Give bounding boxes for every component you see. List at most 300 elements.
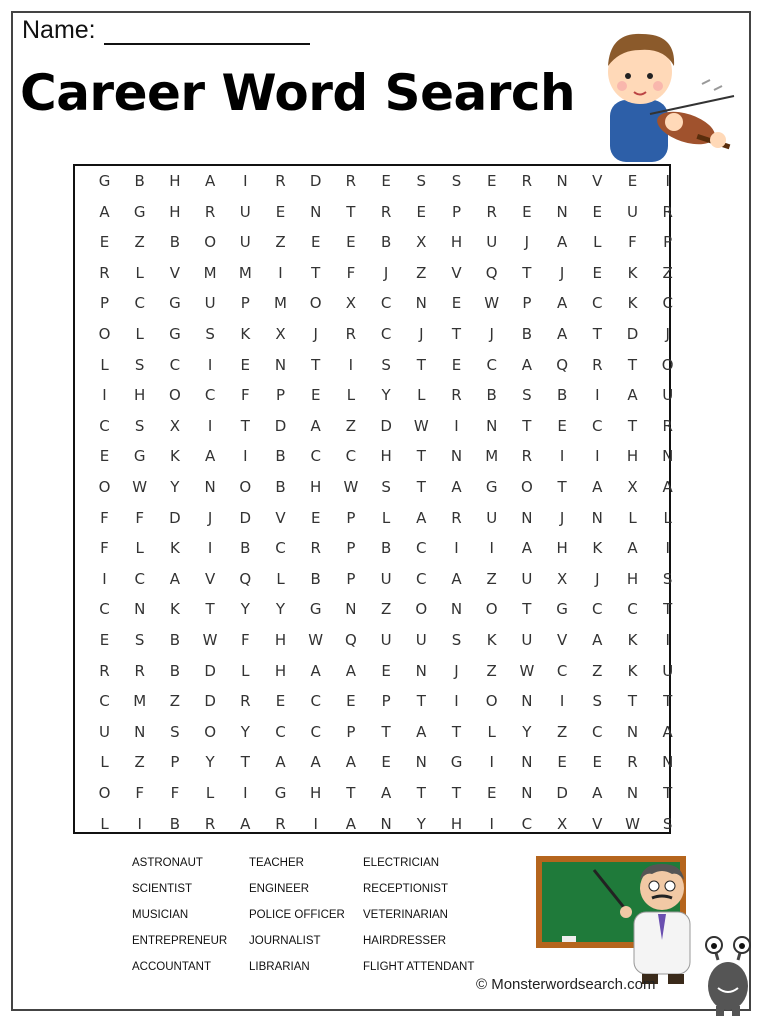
grid-letter[interactable]: B (380, 233, 392, 252)
grid-letter[interactable]: K (169, 447, 180, 466)
grid-letter[interactable]: K (592, 539, 603, 558)
grid-letter[interactable]: R (345, 325, 357, 343)
grid-letter[interactable]: W (343, 478, 359, 496)
grid-letter[interactable]: B (169, 631, 181, 649)
grid-letter[interactable]: T (240, 416, 250, 435)
grid-letter[interactable]: Z (380, 600, 392, 619)
grid-letter[interactable]: D (380, 416, 392, 435)
grid-letter[interactable]: O (204, 233, 216, 252)
grid-letter[interactable]: S (381, 355, 391, 374)
grid-letter[interactable]: F (100, 539, 109, 558)
grid-letter[interactable]: Z (345, 416, 357, 435)
grid-letter[interactable]: T (205, 600, 215, 619)
grid-letter[interactable]: I (278, 263, 283, 282)
grid-letter[interactable]: P (522, 294, 532, 313)
grid-letter[interactable]: A (592, 631, 603, 649)
grid-letter[interactable]: C (275, 539, 286, 558)
grid-letter[interactable]: P (346, 722, 356, 741)
grid-letter[interactable]: C (134, 569, 145, 588)
grid-letter[interactable]: X (169, 416, 181, 435)
grid-letter[interactable]: R (345, 172, 357, 190)
grid-letter[interactable]: L (663, 508, 672, 527)
grid-letter[interactable]: R (451, 386, 462, 405)
grid-letter[interactable]: N (662, 753, 674, 772)
grid-letter[interactable]: M (485, 447, 499, 466)
grid-letter[interactable]: G (169, 325, 181, 343)
grid-letter[interactable]: P (346, 539, 356, 558)
grid-letter[interactable]: I (454, 692, 459, 711)
grid-letter[interactable]: G (485, 478, 498, 496)
grid-letter[interactable]: A (310, 753, 321, 772)
grid-letter[interactable]: U (204, 294, 216, 313)
grid-letter[interactable]: U (99, 722, 110, 741)
grid-letter[interactable]: T (592, 325, 602, 343)
grid-letter[interactable]: U (486, 508, 498, 527)
grid-letter[interactable]: D (556, 784, 568, 802)
grid-letter[interactable]: A (556, 294, 568, 313)
grid-letter[interactable]: U (239, 202, 251, 221)
grid-letter[interactable]: N (274, 355, 287, 374)
grid-letter[interactable]: Y (240, 600, 250, 619)
grid-letter[interactable]: T (627, 355, 638, 374)
grid-letter[interactable]: E (592, 263, 603, 282)
grid-letter[interactable]: I (559, 692, 565, 711)
grid-letter[interactable]: R (627, 753, 638, 772)
grid-letter[interactable]: X (556, 569, 568, 588)
grid-letter[interactable]: Y (381, 386, 391, 405)
grid-letter[interactable]: D (204, 661, 216, 680)
grid-letter[interactable]: B (169, 814, 181, 833)
grid-letter[interactable]: C (592, 600, 603, 619)
grid-letter[interactable]: E (592, 753, 603, 772)
grid-letter[interactable]: K (627, 661, 638, 680)
grid-letter[interactable]: T (346, 784, 356, 802)
grid-letter[interactable]: T (311, 263, 321, 282)
grid-letter[interactable]: T (557, 478, 567, 496)
grid-letter[interactable]: R (275, 814, 286, 833)
grid-letter[interactable]: K (627, 631, 638, 649)
grid-letter[interactable]: K (486, 631, 497, 649)
grid-letter[interactable]: N (486, 416, 498, 435)
grid-letter[interactable]: L (381, 508, 391, 527)
grid-letter[interactable]: A (556, 233, 568, 252)
grid-letter[interactable]: M (133, 692, 147, 711)
grid-letter[interactable]: B (169, 233, 181, 252)
grid-letter[interactable]: E (275, 202, 286, 221)
grid-letter[interactable]: K (169, 600, 180, 619)
grid-letter[interactable]: H (450, 233, 463, 252)
grid-letter[interactable]: R (134, 661, 145, 680)
grid-letter[interactable]: M (203, 263, 217, 282)
grid-letter[interactable]: D (626, 325, 639, 343)
grid-letter[interactable]: S (662, 569, 673, 588)
grid-letter[interactable]: T (416, 692, 426, 711)
grid-letter[interactable]: C (592, 294, 603, 313)
grid-letter[interactable]: I (207, 355, 213, 374)
grid-letter[interactable]: L (241, 661, 250, 680)
grid-letter[interactable]: X (275, 325, 286, 343)
grid-letter[interactable]: V (556, 631, 568, 649)
grid-letter[interactable]: T (416, 447, 426, 466)
grid-letter[interactable]: Z (486, 661, 497, 680)
grid-letter[interactable]: L (135, 325, 144, 343)
grid-letter[interactable]: P (381, 692, 391, 711)
grid-letter[interactable]: F (135, 784, 144, 802)
grid-letter[interactable]: F (100, 508, 109, 527)
grid-letter[interactable]: J (207, 508, 213, 527)
grid-letter[interactable]: I (243, 172, 248, 190)
grid-letter[interactable]: W (308, 631, 324, 649)
grid-letter[interactable]: N (345, 600, 357, 619)
grid-letter[interactable]: C (380, 294, 392, 313)
grid-letter[interactable]: E (346, 692, 356, 711)
grid-letter[interactable]: N (310, 202, 322, 221)
grid-letter[interactable]: H (626, 569, 639, 588)
grid-letter[interactable]: G (133, 447, 146, 466)
grid-letter[interactable]: L (135, 539, 144, 558)
grid-letter[interactable]: J (489, 325, 494, 343)
grid-letter[interactable]: T (346, 202, 356, 221)
grid-letter[interactable]: N (626, 784, 639, 802)
grid-letter[interactable]: X (556, 814, 568, 833)
grid-letter[interactable]: E (416, 202, 427, 221)
grid-letter[interactable]: U (627, 202, 638, 221)
grid-letter[interactable]: N (591, 508, 603, 527)
grid-letter[interactable]: Y (240, 722, 250, 741)
grid-letter[interactable]: L (100, 753, 109, 772)
grid-letter[interactable]: I (313, 814, 318, 833)
grid-letter[interactable]: Z (275, 233, 286, 252)
grid-letter[interactable]: E (310, 386, 321, 405)
grid-letter[interactable]: T (627, 416, 638, 435)
grid-letter[interactable]: F (240, 386, 250, 405)
grid-letter[interactable]: F (240, 631, 250, 649)
grid-letter[interactable]: E (486, 172, 497, 190)
grid-letter[interactable]: O (98, 325, 111, 343)
grid-letter[interactable]: O (204, 722, 216, 741)
grid-letter[interactable]: W (625, 814, 640, 833)
grid-letter[interactable]: U (662, 386, 674, 405)
grid-letter[interactable]: L (487, 722, 496, 741)
grid-letter[interactable]: U (521, 569, 533, 588)
grid-letter[interactable]: D (239, 508, 252, 527)
grid-letter[interactable]: U (486, 233, 498, 252)
grid-letter[interactable]: I (665, 172, 670, 190)
grid-letter[interactable]: R (662, 416, 673, 435)
grid-letter[interactable]: O (239, 478, 252, 496)
grid-letter[interactable]: I (595, 447, 600, 466)
grid-letter[interactable]: T (416, 478, 426, 496)
grid-letter[interactable]: A (310, 416, 321, 435)
grid-letter[interactable]: C (486, 355, 497, 374)
grid-letter[interactable]: M (274, 294, 287, 313)
grid-letter[interactable]: H (274, 661, 287, 680)
grid-letter[interactable]: O (168, 386, 181, 405)
grid-letter[interactable]: S (662, 814, 673, 833)
grid-letter[interactable]: L (100, 814, 109, 833)
grid-letter[interactable]: J (383, 263, 389, 282)
grid-letter[interactable]: E (381, 661, 391, 680)
grid-letter[interactable]: X (345, 294, 357, 313)
grid-letter[interactable]: C (416, 539, 427, 558)
grid-letter[interactable]: W (484, 294, 500, 313)
grid-letter[interactable]: A (345, 814, 357, 833)
grid-letter[interactable]: E (627, 172, 638, 190)
grid-letter[interactable]: C (99, 692, 110, 711)
grid-letter[interactable]: S (592, 692, 603, 711)
grid-letter[interactable]: C (310, 447, 321, 466)
grid-letter[interactable]: T (522, 416, 532, 435)
grid-letter[interactable]: N (521, 784, 533, 802)
grid-letter[interactable]: E (310, 508, 321, 527)
grid-letter[interactable]: S (381, 478, 391, 496)
grid-letter[interactable]: V (592, 172, 603, 190)
grid-letter[interactable]: C (310, 692, 321, 711)
grid-letter[interactable]: I (454, 416, 459, 435)
grid-letter[interactable]: T (240, 753, 250, 772)
grid-letter[interactable]: X (627, 478, 638, 496)
grid-letter[interactable]: R (99, 263, 110, 282)
grid-letter[interactable]: C (416, 569, 427, 588)
grid-letter[interactable]: J (665, 325, 670, 343)
grid-letter[interactable]: E (486, 784, 497, 802)
grid-letter[interactable]: A (627, 539, 638, 558)
grid-letter[interactable]: V (451, 263, 462, 282)
grid-letter[interactable]: R (380, 202, 392, 221)
grid-letter[interactable]: R (521, 172, 533, 190)
grid-letter[interactable]: E (99, 233, 110, 252)
grid-letter[interactable]: N (556, 202, 568, 221)
grid-letter[interactable]: H (380, 447, 392, 466)
grid-letter[interactable]: I (243, 784, 248, 802)
grid-letter[interactable]: O (485, 600, 498, 619)
grid-letter[interactable]: A (627, 386, 638, 405)
grid-letter[interactable]: N (134, 600, 146, 619)
grid-letter[interactable]: Y (275, 600, 286, 619)
grid-letter[interactable]: J (559, 263, 565, 282)
grid-letter[interactable]: G (309, 600, 322, 619)
grid-letter[interactable]: C (380, 325, 392, 343)
grid-letter[interactable]: T (416, 355, 426, 374)
grid-letter[interactable]: Z (169, 692, 181, 711)
grid-letter[interactable]: B (275, 447, 286, 466)
grid-letter[interactable]: I (243, 447, 248, 466)
grid-letter[interactable]: J (524, 233, 530, 252)
grid-letter[interactable]: E (381, 753, 391, 772)
grid-letter[interactable]: S (170, 722, 180, 741)
grid-letter[interactable]: L (276, 569, 285, 588)
grid-letter[interactable]: I (454, 539, 459, 558)
grid-letter[interactable]: L (100, 355, 109, 374)
grid-letter[interactable]: L (346, 386, 356, 405)
grid-letter[interactable]: S (451, 172, 462, 190)
grid-letter[interactable]: R (204, 814, 216, 833)
grid-letter[interactable]: T (451, 722, 462, 741)
grid-letter[interactable]: I (489, 753, 494, 772)
grid-letter[interactable]: B (240, 539, 251, 558)
grid-letter[interactable]: J (559, 508, 565, 527)
grid-letter[interactable]: P (346, 569, 356, 588)
grid-letter[interactable]: S (451, 631, 462, 649)
grid-letter[interactable]: U (662, 661, 674, 680)
grid-letter[interactable]: T (381, 722, 391, 741)
grid-letter[interactable]: B (486, 386, 497, 405)
grid-letter[interactable]: K (627, 294, 638, 313)
grid-letter[interactable]: D (309, 172, 322, 190)
grid-letter[interactable]: E (310, 233, 321, 252)
grid-letter[interactable]: W (519, 661, 535, 680)
grid-letter[interactable]: E (99, 447, 110, 466)
name-blank-line[interactable] (104, 19, 310, 45)
grid-letter[interactable]: I (665, 631, 670, 649)
grid-letter[interactable]: E (240, 355, 251, 374)
grid-letter[interactable]: S (134, 416, 145, 435)
grid-letter[interactable]: T (522, 263, 532, 282)
grid-letter[interactable]: G (450, 753, 463, 772)
grid-letter[interactable]: I (207, 539, 213, 558)
grid-letter[interactable]: A (275, 753, 286, 772)
grid-letter[interactable]: I (595, 386, 600, 405)
grid-letter[interactable]: I (102, 386, 107, 405)
grid-letter[interactable]: Z (662, 263, 673, 282)
grid-letter[interactable]: A (521, 539, 533, 558)
grid-letter[interactable]: A (416, 508, 427, 527)
grid-letter[interactable]: Z (416, 263, 427, 282)
grid-letter[interactable]: Y (522, 722, 532, 741)
grid-letter[interactable]: W (202, 631, 218, 649)
grid-letter[interactable]: A (169, 569, 181, 588)
grid-letter[interactable]: K (240, 325, 251, 343)
grid-letter[interactable]: N (380, 814, 392, 833)
grid-letter[interactable]: T (663, 692, 673, 711)
grid-letter[interactable]: N (521, 508, 533, 527)
grid-letter[interactable]: T (311, 355, 321, 374)
grid-letter[interactable]: B (169, 661, 181, 680)
grid-letter[interactable]: E (451, 294, 462, 313)
grid-letter[interactable]: B (275, 478, 286, 496)
grid-letter[interactable]: E (275, 692, 286, 711)
grid-letter[interactable]: F (346, 263, 356, 282)
grid-letter[interactable]: M (238, 263, 252, 282)
grid-letter[interactable]: T (451, 784, 462, 802)
grid-letter[interactable]: N (556, 172, 568, 190)
grid-letter[interactable]: T (522, 600, 532, 619)
grid-letter[interactable]: N (521, 753, 533, 772)
grid-letter[interactable]: E (522, 202, 532, 221)
grid-letter[interactable]: P (346, 508, 356, 527)
grid-letter[interactable]: D (204, 692, 216, 711)
grid-letter[interactable]: R (662, 202, 673, 221)
grid-letter[interactable]: R (99, 661, 110, 680)
grid-letter[interactable]: E (557, 753, 567, 772)
grid-letter[interactable]: C (310, 722, 321, 741)
grid-letter[interactable]: U (415, 631, 427, 649)
grid-letter[interactable]: P (663, 233, 673, 252)
grid-letter[interactable]: U (521, 631, 533, 649)
grid-letter[interactable]: C (275, 722, 286, 741)
grid-letter[interactable]: V (169, 263, 181, 282)
grid-letter[interactable]: F (135, 508, 144, 527)
grid-letter[interactable]: L (417, 386, 426, 405)
grid-letter[interactable]: F (170, 784, 180, 802)
grid-letter[interactable]: E (592, 202, 603, 221)
grid-letter[interactable]: A (99, 202, 110, 221)
grid-letter[interactable]: A (204, 172, 216, 190)
grid-letter[interactable]: S (522, 386, 532, 405)
grid-letter[interactable]: T (663, 600, 673, 619)
grid-letter[interactable]: V (204, 569, 216, 588)
grid-letter[interactable]: P (275, 386, 286, 405)
grid-letter[interactable]: T (451, 325, 462, 343)
grid-letter[interactable]: Z (592, 661, 603, 680)
grid-letter[interactable]: V (592, 814, 603, 833)
grid-letter[interactable]: I (137, 814, 142, 833)
grid-letter[interactable]: L (593, 233, 602, 252)
grid-letter[interactable]: H (626, 447, 639, 466)
grid-letter[interactable]: L (205, 784, 215, 802)
grid-letter[interactable]: S (134, 631, 145, 649)
grid-letter[interactable]: D (169, 508, 181, 527)
grid-letter[interactable]: E (451, 355, 462, 374)
grid-letter[interactable]: C (662, 294, 673, 313)
grid-letter[interactable]: Y (170, 478, 180, 496)
grid-letter[interactable]: H (450, 814, 463, 833)
grid-letter[interactable]: J (595, 569, 600, 588)
grid-letter[interactable]: O (98, 784, 111, 802)
grid-letter[interactable]: H (556, 539, 568, 558)
grid-letter[interactable]: H (134, 386, 146, 405)
grid-letter[interactable]: T (416, 784, 426, 802)
grid-letter[interactable]: Y (205, 753, 215, 772)
grid-letter[interactable]: E (99, 631, 110, 649)
grid-letter[interactable]: I (489, 814, 494, 833)
grid-letter[interactable]: R (521, 447, 533, 466)
grid-letter[interactable]: A (345, 753, 357, 772)
grid-letter[interactable]: Z (134, 233, 145, 252)
grid-letter[interactable]: B (134, 172, 145, 190)
grid-letter[interactable]: A (451, 569, 462, 588)
grid-letter[interactable]: P (99, 294, 110, 313)
grid-letter[interactable]: E (346, 233, 356, 252)
grid-letter[interactable]: H (310, 478, 322, 496)
grid-letter[interactable]: A (556, 325, 568, 343)
grid-letter[interactable]: C (345, 447, 357, 466)
grid-letter[interactable]: I (665, 539, 670, 558)
grid-letter[interactable]: A (521, 355, 533, 374)
grid-letter[interactable]: A (380, 784, 392, 802)
grid-letter[interactable]: O (98, 478, 111, 496)
grid-letter[interactable]: E (381, 172, 391, 190)
grid-letter[interactable]: N (415, 753, 427, 772)
grid-letter[interactable]: Z (134, 753, 145, 772)
grid-letter[interactable]: R (275, 172, 286, 190)
grid-letter[interactable]: G (556, 600, 568, 619)
grid-letter[interactable]: O (661, 355, 674, 374)
grid-letter[interactable]: I (102, 569, 107, 588)
grid-letter[interactable]: A (240, 814, 251, 833)
grid-letter[interactable]: R (310, 539, 321, 558)
grid-letter[interactable]: R (592, 355, 603, 374)
grid-letter[interactable]: R (486, 202, 497, 221)
grid-letter[interactable]: C (556, 661, 568, 680)
grid-letter[interactable]: U (239, 233, 251, 252)
grid-letter[interactable]: N (134, 722, 146, 741)
grid-letter[interactable]: A (204, 447, 216, 466)
grid-letter[interactable]: G (169, 294, 181, 313)
grid-letter[interactable]: I (207, 416, 213, 435)
grid-letter[interactable]: D (274, 416, 287, 435)
grid-letter[interactable]: A (416, 722, 427, 741)
